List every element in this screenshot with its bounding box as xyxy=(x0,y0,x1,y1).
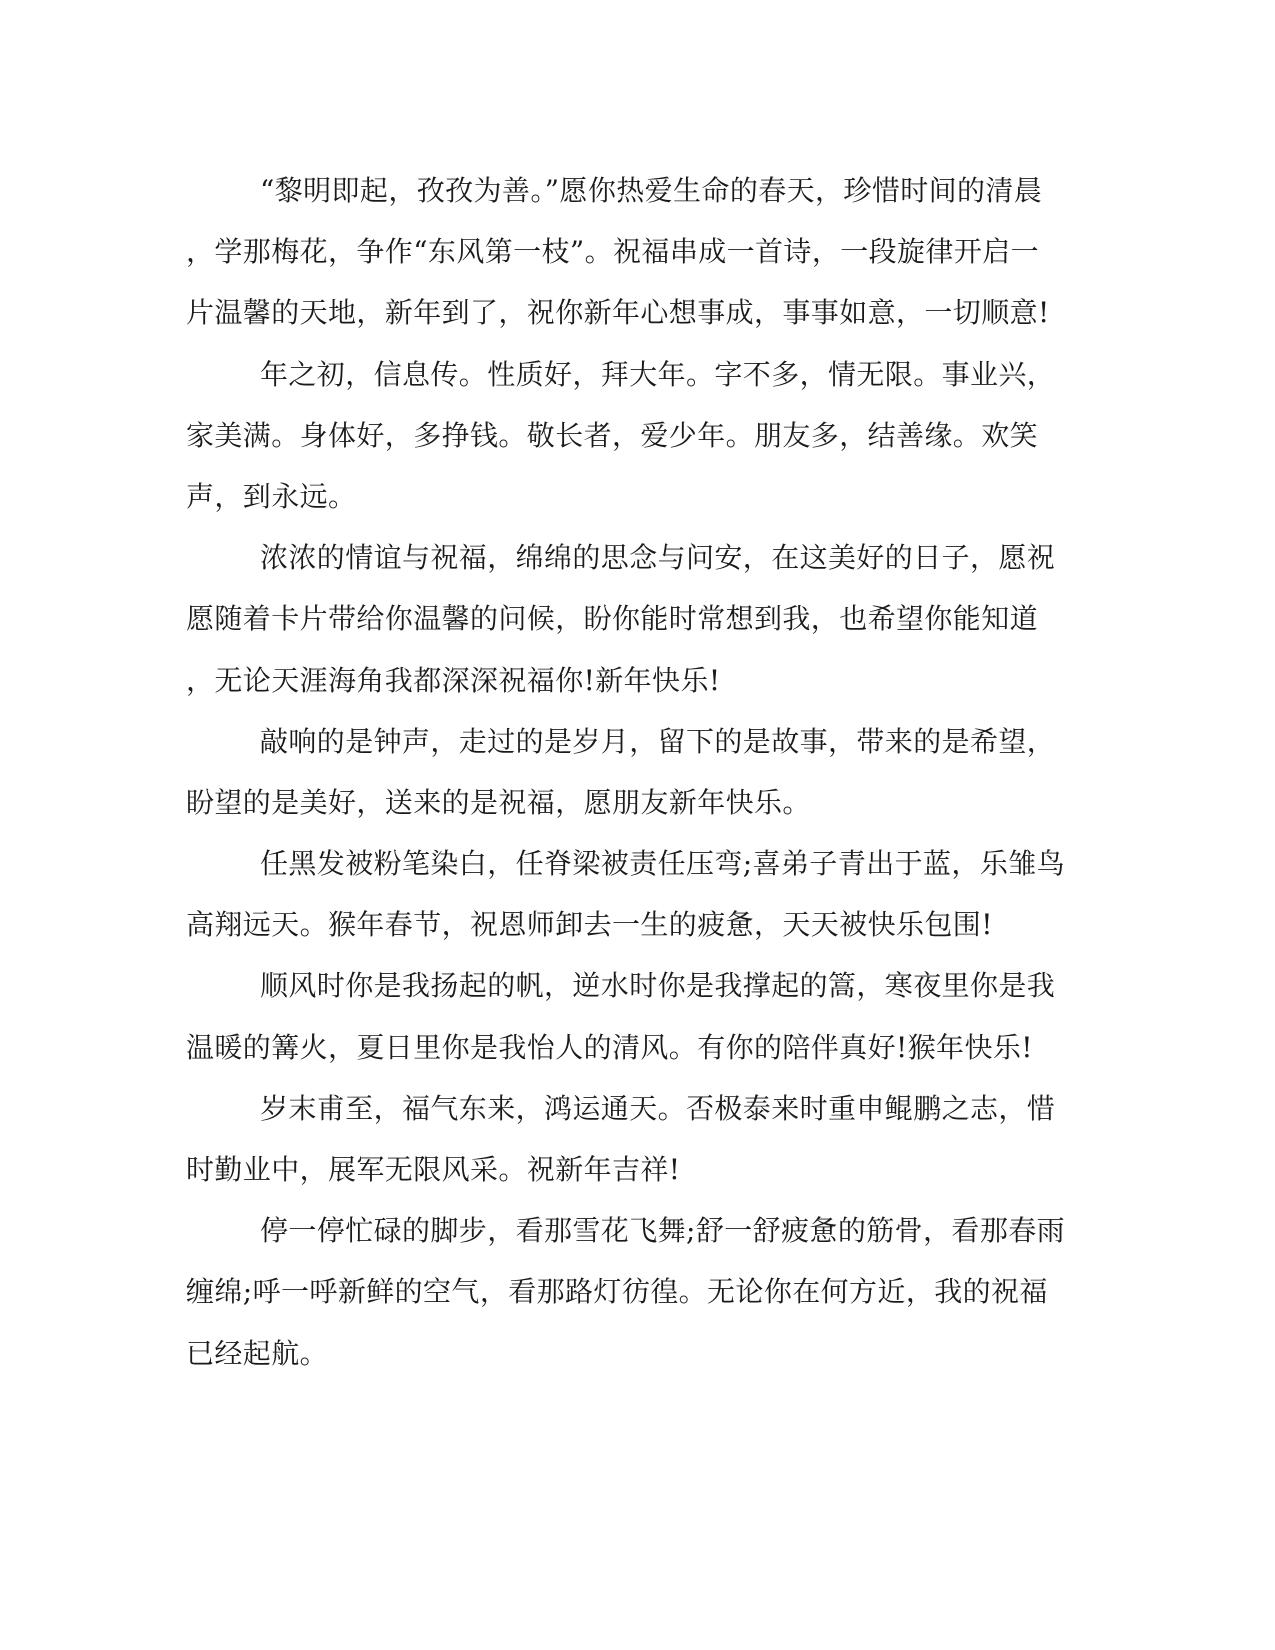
text-line: 已经起航。 xyxy=(186,1336,329,1370)
text-line: 浓浓的情谊与祝福，绵绵的思念与问安，在这美好的日子，愿祝 xyxy=(260,541,1056,575)
text-line: 任黑发被粉笔染白，任脊梁被责任压弯;喜弟子青出于蓝，乐雏鸟 xyxy=(260,847,1066,881)
text-line: 高翔远天。猴年春节，祝恩师卸去一生的疲惫，天天被快乐包围! xyxy=(186,908,993,942)
text-line: 时勤业中，展军无限风采。祝新年吉祥! xyxy=(186,1153,681,1186)
text-line: 敲响的是钟声，走过的是岁月，留下的是故事，带来的是希望， xyxy=(260,724,1056,758)
text-line: 家美满。身体好，多挣钱。敬长者，爱少年。朋友多，结善缘。欢笑 xyxy=(186,418,1039,452)
text-line: 愿随着卡片带给你温馨的问候，盼你能时常想到我，也希望你能知道 xyxy=(186,602,1039,636)
text-line: 顺风时你是我扬起的帆，逆水时你是我撑起的篙，寒夜里你是我 xyxy=(260,969,1056,1003)
text-line: 停一停忙碌的脚步，看那雪花飞舞;舒一舒疲惫的筋骨，看那春雨 xyxy=(260,1214,1066,1248)
text-line: 年之初，信息传。性质好，拜大年。字不多，情无限。事业兴， xyxy=(260,357,1056,391)
text-line: 温暖的篝火，夏日里你是我怡人的清风。有你的陪伴真好!猴年快乐! xyxy=(186,1030,1033,1064)
document-body xyxy=(186,160,1086,1384)
text-line: “黎明即起，孜孜为善。”愿你热爱生命的春天，珍惜时间的清晨 xyxy=(260,174,1043,207)
text-line: 盼望的是美好，送来的是祝福，愿朋友新年快乐。 xyxy=(186,785,811,819)
text-line: 岁末甫至，福气东来，鸿运通天。否极泰来时重申鲲鹏之志，惜 xyxy=(260,1091,1056,1125)
text-line: 片温馨的天地，新年到了，祝你新年心想事成，事事如意，一切顺意! xyxy=(186,296,1050,330)
text-line: ，学那梅花，争作“东风第一枝”。祝福串成一首诗，一段旋律开启一 xyxy=(186,235,1040,269)
text-line: ，无论天涯海角我都深深祝福你!新年快乐! xyxy=(186,663,721,697)
text-line: 缠绵;呼一呼新鲜的空气，看那路灯彷徨。无论你在何方近，我的祝福 xyxy=(186,1275,1048,1309)
text-line: 声，到永远。 xyxy=(186,479,357,513)
